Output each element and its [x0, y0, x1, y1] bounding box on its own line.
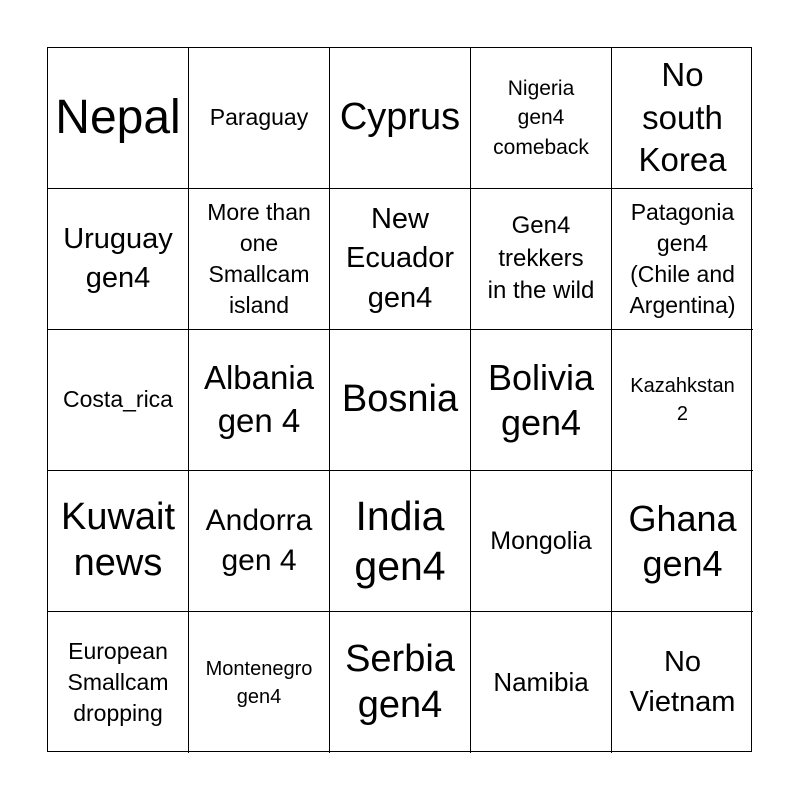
bingo-cell[interactable] [471, 612, 612, 753]
cell-label: Mongolia [490, 526, 592, 555]
cell-label: Gen4 trekkers in the wild [487, 212, 595, 305]
cell-label: Uruguay gen4 [63, 222, 173, 294]
cell-label: Andorra gen 4 [205, 504, 313, 577]
cell-label: More than one Smallcam island [207, 198, 311, 319]
cell-label: European Smallcam dropping [67, 637, 169, 727]
bingo-cell[interactable] [612, 189, 753, 330]
bingo-cell[interactable] [612, 471, 753, 612]
cell-label: Bolivia gen4 [487, 357, 595, 443]
bingo-cell[interactable] [189, 48, 330, 189]
bingo-cell[interactable] [471, 48, 612, 189]
bingo-cell[interactable] [612, 330, 753, 471]
cell-label: Namibia [493, 667, 589, 698]
cell-label: Albania gen 4 [203, 359, 315, 439]
cell-label: Cyprus [339, 96, 461, 139]
bingo-board [47, 47, 752, 752]
cell-label: New Ecuador gen4 [345, 203, 454, 314]
cell-label: Kazahkstan 2 [630, 375, 735, 425]
bingo-cell[interactable] [189, 330, 330, 471]
bingo-cell[interactable] [48, 189, 189, 330]
bingo-cell[interactable] [48, 612, 189, 753]
cell-label: India gen4 [354, 492, 446, 589]
bingo-cell[interactable] [330, 612, 471, 753]
cell-label: Serbia gen4 [345, 637, 455, 726]
cell-label: No Vietnam [629, 646, 736, 718]
bingo-cell[interactable] [189, 189, 330, 330]
bingo-cell[interactable] [330, 189, 471, 330]
bingo-cell[interactable] [471, 471, 612, 612]
bingo-cell[interactable] [612, 612, 753, 753]
bingo-cell[interactable] [471, 330, 612, 471]
cell-label: Paraguay [209, 104, 309, 131]
cell-label: No south Korea [638, 55, 727, 179]
cell-label: Nepal [55, 90, 181, 144]
bingo-cell[interactable] [48, 330, 189, 471]
bingo-cell[interactable] [189, 471, 330, 612]
bingo-cell[interactable] [612, 48, 753, 189]
cell-label: Ghana gen4 [628, 498, 737, 584]
cell-label: Nigeria gen4 comeback [493, 76, 589, 159]
bingo-cell[interactable] [48, 471, 189, 612]
cell-label: Costa_rica [63, 386, 173, 413]
cell-label: Patagonia gen4 (Chile and Argentina) [629, 198, 736, 319]
bingo-cell[interactable] [189, 612, 330, 753]
bingo-cell[interactable] [330, 330, 471, 471]
cell-label: Kuwait news [60, 496, 176, 584]
bingo-cell[interactable] [471, 189, 612, 330]
cell-label: Bosnia [341, 378, 459, 421]
bingo-cell[interactable] [330, 48, 471, 189]
bingo-cell[interactable] [330, 471, 471, 612]
cell-label: Montenegro gen4 [205, 657, 313, 708]
bingo-cell[interactable] [48, 48, 189, 189]
